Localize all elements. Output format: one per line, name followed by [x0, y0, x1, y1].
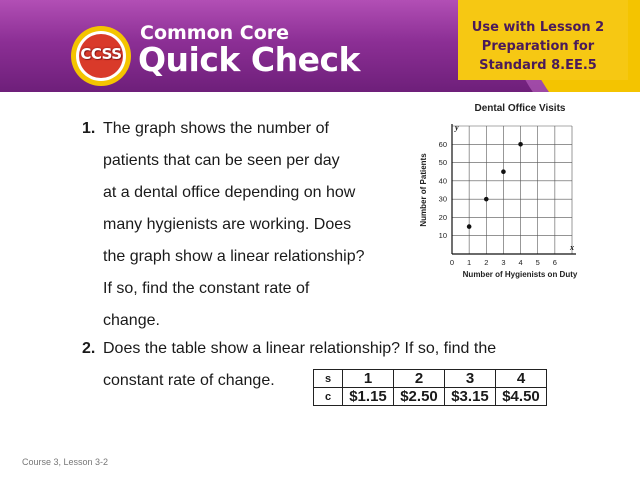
row-header: c [314, 388, 343, 406]
y-tick-label: 20 [438, 212, 447, 222]
data-point [501, 169, 506, 174]
question-line: constant rate of change. [103, 372, 275, 389]
question-number: 2. [82, 340, 96, 357]
y-tick-label: 60 [438, 139, 447, 149]
x-tick-label: 3 [501, 258, 506, 267]
table-cell: $2.50 [394, 388, 445, 406]
table-cell: 4 [496, 370, 547, 388]
lesson-info [458, 18, 618, 80]
question-line: the graph show a linear relationship? [103, 248, 365, 265]
footer-course: Course 3, Lesson 3-2 [22, 457, 109, 467]
question-line: If so, find the constant rate of [103, 280, 310, 297]
header-subtitle: Common Core [140, 22, 290, 44]
x-tick-label: 0 [449, 258, 455, 267]
lesson-line: Preparation for [481, 39, 595, 54]
data-point [484, 197, 489, 202]
x-tick-label: 4 [518, 258, 523, 267]
ccss-badge-label: CCSS [80, 45, 122, 63]
x-tick-label: 2 [484, 258, 489, 267]
table-cell: 3 [445, 370, 496, 388]
y-axis-label: Number of Patients [419, 153, 428, 227]
data-point [518, 142, 523, 147]
question-line: many hygienists are working. Does [103, 216, 352, 233]
y-tick-label: 50 [438, 158, 447, 168]
question-line: patients that can be seen per day [103, 152, 340, 169]
x-axis-letter: x [570, 243, 574, 252]
x-axis-label: Number of Hygienists on Duty [462, 270, 578, 279]
table-cell: $4.50 [496, 388, 547, 406]
row-header: s [314, 370, 343, 388]
cost-table [313, 369, 547, 406]
header-title: Quick Check [138, 40, 360, 79]
y-tick-label: 10 [438, 231, 447, 241]
question-number: 1. [82, 120, 96, 137]
lesson-line: Standard 8.EE.5 [479, 58, 597, 73]
table-cell: 1 [343, 370, 394, 388]
question-line: change. [103, 312, 160, 329]
y-tick-label: 40 [438, 176, 447, 186]
x-tick-label: 1 [467, 258, 472, 267]
table-row [314, 388, 547, 406]
table-row [314, 370, 547, 388]
x-tick-label: 6 [552, 258, 557, 267]
chart-title: Dental Office Visits [474, 103, 566, 114]
table-cell: $1.15 [343, 388, 394, 406]
dental-visits-chart [410, 118, 600, 283]
data-point [467, 224, 472, 229]
lesson-line: Use with Lesson 2 [471, 20, 605, 35]
question-line: at a dental office depending on how [103, 184, 356, 201]
question-line: 1. The graph shows the number of [82, 113, 412, 145]
table-cell: $3.15 [445, 388, 496, 406]
question-line: 2. Does the table show a linear relationship? If so, find the [82, 333, 562, 365]
x-tick-label: 5 [535, 258, 540, 267]
y-tick-label: 30 [438, 194, 447, 204]
question-1 [82, 113, 412, 337]
table-cell: 2 [394, 370, 445, 388]
y-axis-letter: y [455, 123, 459, 132]
